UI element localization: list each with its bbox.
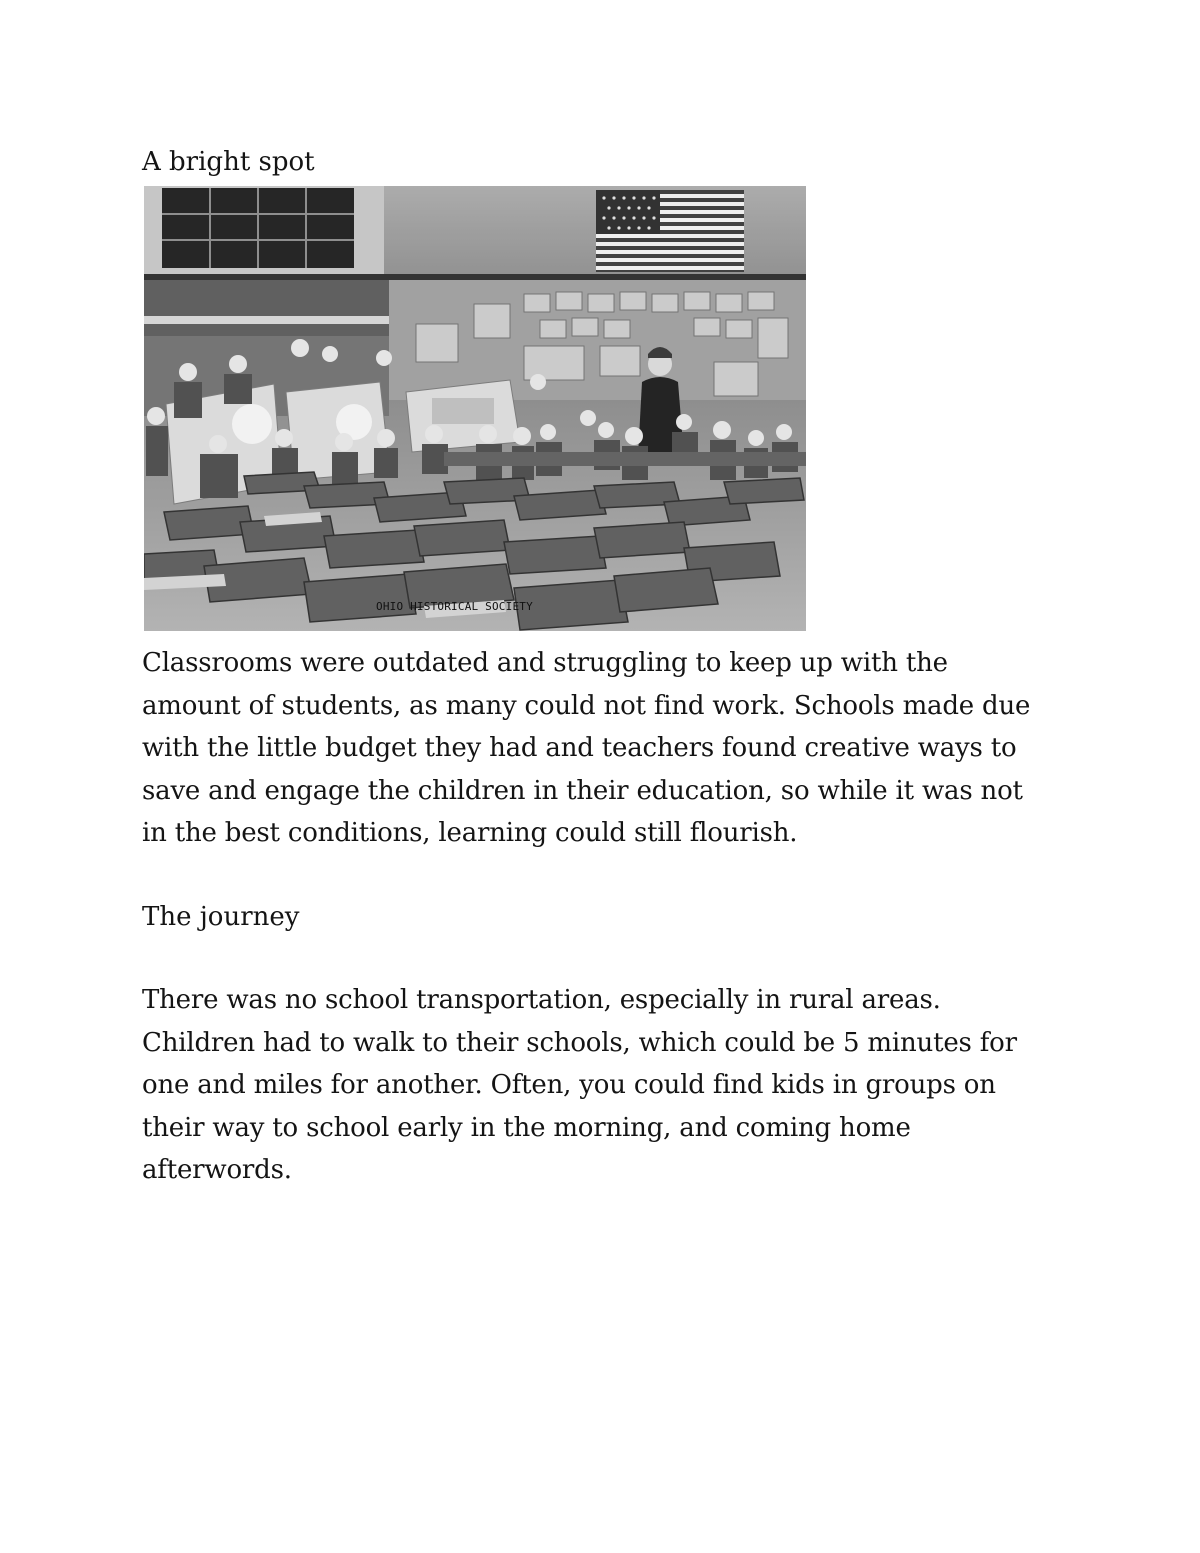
paragraph-line: their way to school early in the morning, and coming home [142,1112,911,1143]
photo-watermark: OHIO HISTORICAL SOCIETY [376,600,533,613]
paragraph-line: one and miles for another. Often, you could find kids in groups on [142,1070,996,1101]
paragraph-journey [142,979,1072,1192]
paragraph-line: There was no school transportation, especially in rural areas. [142,985,941,1015]
paragraph-line: save and engage the children in their education, so while it was not [142,775,1023,806]
classroom-photo [144,186,806,631]
paragraph-line: Classrooms were outdated and struggling to keep up with the [142,648,948,678]
paragraph-classrooms [142,642,1072,855]
section-heading-journey: The journey [142,902,300,932]
paragraph-line: amount of students, as many could not find work. Schools made due [142,690,1031,721]
paragraph-line: afterwords. [142,1155,292,1186]
paragraph-line: in the best conditions, learning could still flourish. [142,818,798,849]
section-heading-bright-spot: A bright spot [142,147,315,177]
paragraph-line: Children had to walk to their schools, which could be 5 minutes for [142,1027,1017,1058]
paragraph-line: with the little budget they had and teachers found creative ways to [142,733,1017,764]
